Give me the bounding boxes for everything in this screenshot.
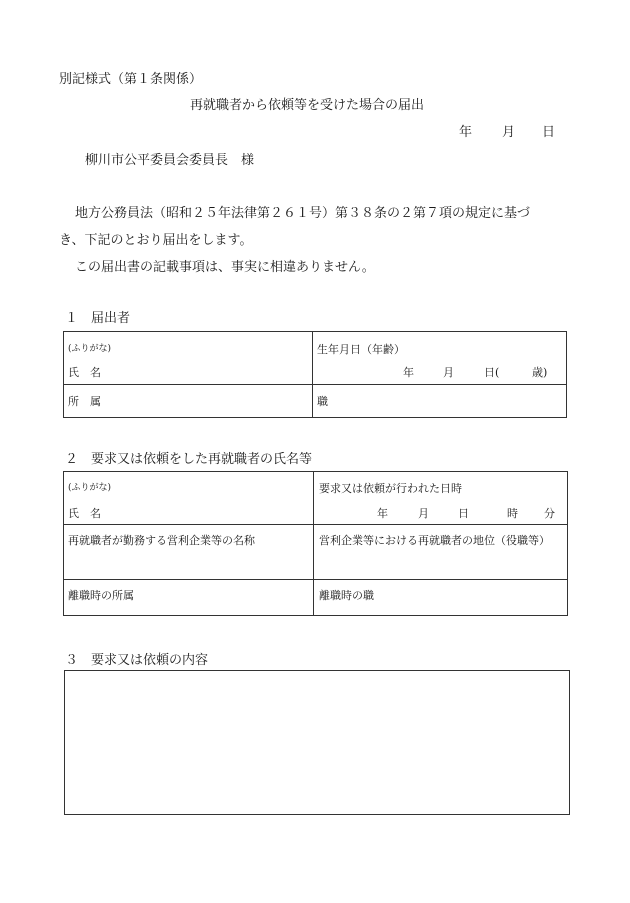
- request-year-label: 年: [377, 507, 388, 520]
- requester-table-row-divider-1: [63, 524, 568, 525]
- statement-line-1: 地方公務員法（昭和２５年法律第２６１号）第３８条の２第７項の規定に基づ: [75, 206, 531, 221]
- birth-age-label: 歳): [532, 366, 548, 379]
- request-hour-label: 時: [507, 507, 518, 520]
- form-label: 別記様式（第１条関係）: [59, 72, 203, 87]
- date-day-label: 日: [542, 125, 556, 140]
- birth-year-label: 年: [403, 366, 414, 379]
- requester-table-row-divider-2: [63, 579, 568, 580]
- company-name-label: 再就職者が勤務する営利企業等の名称: [68, 534, 255, 547]
- requester-name-label: 氏 名: [68, 507, 101, 520]
- reporter-affiliation-label: 所 属: [68, 395, 101, 408]
- request-month-label: 月: [418, 507, 429, 520]
- section2-heading: ２ 要求又は依頼をした再就職者の氏名等: [65, 452, 313, 467]
- birth-month-label: 月: [443, 366, 454, 379]
- reporter-name-label: 氏 名: [68, 366, 101, 379]
- birthdate-label: 生年月日（年齢）: [317, 343, 405, 356]
- request-day-label: 日: [458, 507, 469, 520]
- document-title: 再就職者から依頼等を受けた場合の届出: [190, 98, 425, 113]
- reporter-table-row-divider: [63, 384, 567, 385]
- date-month-label: 月: [502, 125, 516, 140]
- request-datetime-label: 要求又は依頼が行われた日時: [319, 482, 462, 495]
- request-content-box: [64, 670, 570, 815]
- requester-furigana-label: (ふりがな): [68, 483, 112, 493]
- request-minute-label: 分: [544, 507, 555, 520]
- company-position-label: 営利企業等における再就職者の地位（役職等）: [319, 534, 550, 547]
- reporter-furigana-label: (ふりがな): [68, 344, 112, 354]
- retirement-affiliation-label: 離職時の所属: [68, 589, 134, 602]
- statement-line-2: き、下記のとおり届出をします。: [59, 233, 253, 248]
- section1-heading: １ 届出者: [65, 311, 131, 326]
- requester-table-divider: [313, 471, 314, 616]
- date-year-label: 年: [459, 125, 473, 140]
- reporter-post-label: 職: [317, 395, 328, 408]
- truth-declaration: この届出書の記載事項は、事実に相違ありません。: [75, 260, 375, 275]
- reporter-table-divider: [312, 331, 313, 418]
- addressee: 柳川市公平委員会委員長 様: [85, 153, 255, 168]
- section3-heading: ３ 要求又は依頼の内容: [65, 653, 209, 668]
- birth-day-label: 日(: [484, 366, 500, 379]
- retirement-post-label: 離職時の職: [319, 589, 374, 602]
